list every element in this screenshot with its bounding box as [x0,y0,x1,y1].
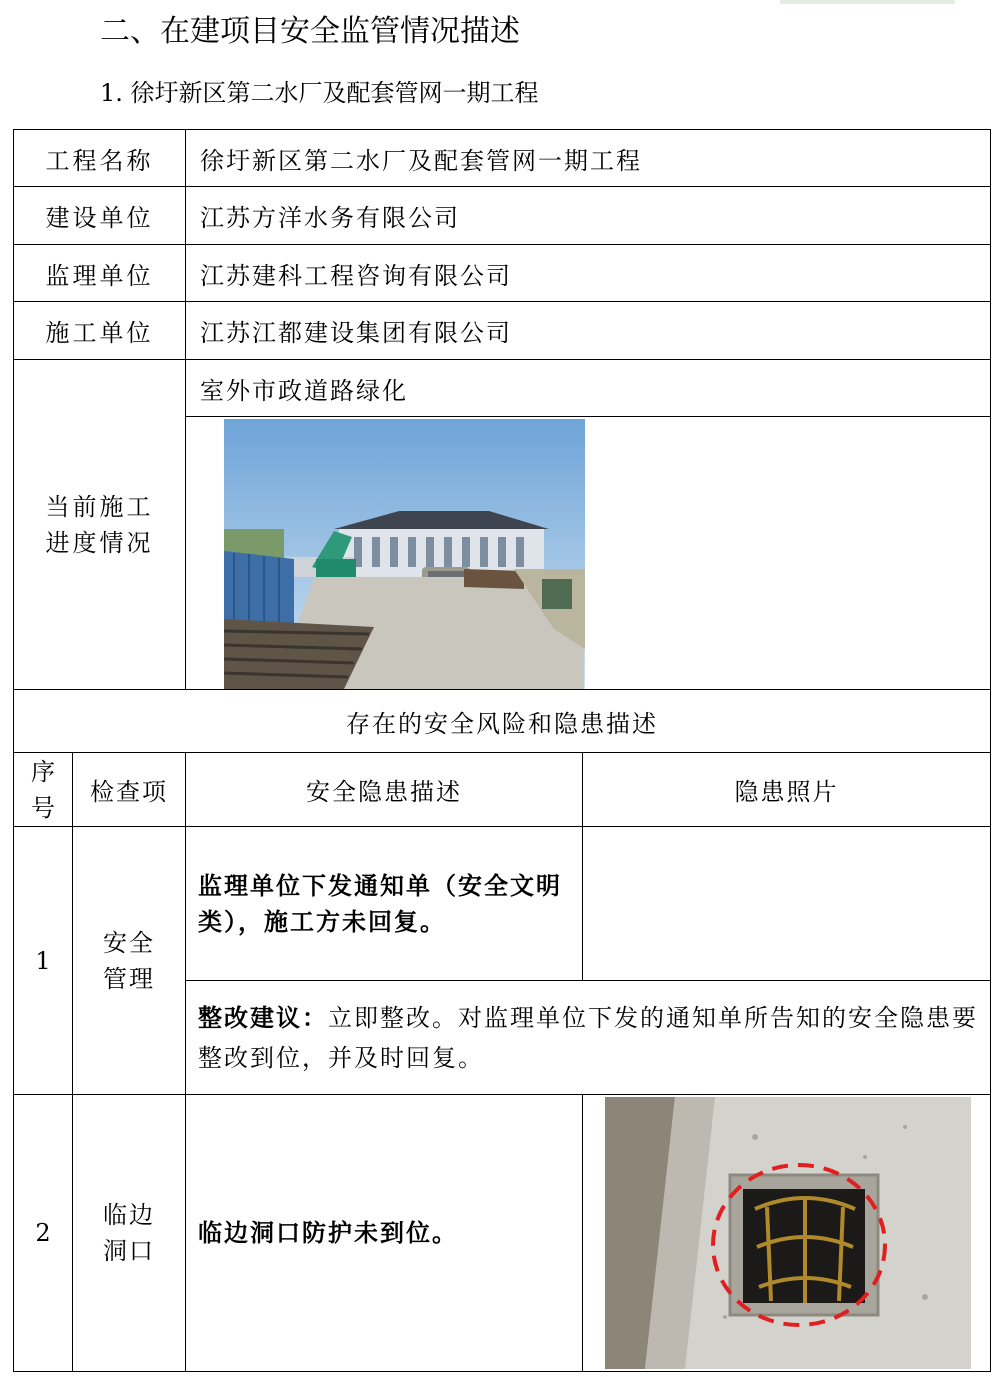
risk-2-seq: 2 [14,1095,73,1372]
risk-1-suggestion [186,981,991,1095]
supervisor-label: 监理单位 [14,245,186,302]
header-seq [14,753,73,827]
progress-photo-building [224,419,585,689]
header-item: 检查项 [73,753,186,827]
risk-row-2 [14,1095,991,1372]
top-edge-mark [780,0,955,4]
risk-2-item [73,1095,186,1372]
risk-2-photo-manhole [605,1097,971,1369]
risk-1-item [73,827,186,1095]
risk-1-seq: 1 [14,827,73,1095]
supervisor-value: 江苏建科工程咨询有限公司 [186,245,991,302]
risk-2-item-line2: 洞口 [103,1237,155,1265]
row-risk-title [14,690,991,753]
risk-1-item-line2: 管理 [103,964,155,993]
row-risk-headers [14,753,991,827]
risk-2-item-line1: 临边 [103,1201,155,1229]
header-photo: 隐患照片 [583,753,991,827]
row-builder [14,187,991,245]
risk-section-title: 存在的安全风险和隐患描述 [14,690,991,753]
project-name-value: 徐圩新区第二水厂及配套管网一期工程 [186,130,991,187]
row-contractor [14,302,991,360]
project-subheading: 1. 徐圩新区第二水厂及配套管网一期工程 [100,79,539,107]
header-seq-line2: 号 [31,793,55,822]
progress-label-line1: 当前施工 [45,492,154,521]
risk-1-description: 监理单位下发通知单（安全文明类），施工方未回复。 [186,827,583,981]
progress-value: 室外市政道路绿化 [186,360,991,417]
row-project-name [14,130,991,187]
header-description: 安全隐患描述 [186,753,583,827]
progress-label-line2: 进度情况 [45,528,154,557]
contractor-label: 施工单位 [14,302,186,360]
risk-1-photo [583,827,991,981]
row-progress-text [14,360,991,417]
progress-label [14,360,186,690]
header-seq-line1: 序 [31,757,55,786]
risk-row-1 [14,827,991,981]
risk-2-description: 临边洞口防护未到位。 [186,1095,583,1372]
suggestion-label: 整改建议： [198,1002,328,1032]
builder-label: 建设单位 [14,187,186,245]
section-heading: 二、在建项目安全监管情况描述 [100,14,520,49]
builder-value: 江苏方洋水务有限公司 [186,187,991,245]
suggestion-text: 立即整改。对监理单位下发的通知单所告知的安全隐患要整改到位，并及时回复。 [198,1003,978,1072]
risk-2-photo-cell [583,1095,991,1372]
project-safety-table [13,129,991,1372]
contractor-value: 江苏江都建设集团有限公司 [186,302,991,360]
row-supervisor [14,245,991,302]
progress-photos-cell [186,417,991,690]
risk-1-item-line1: 安全 [103,928,155,957]
project-name-label: 工程名称 [14,130,186,187]
